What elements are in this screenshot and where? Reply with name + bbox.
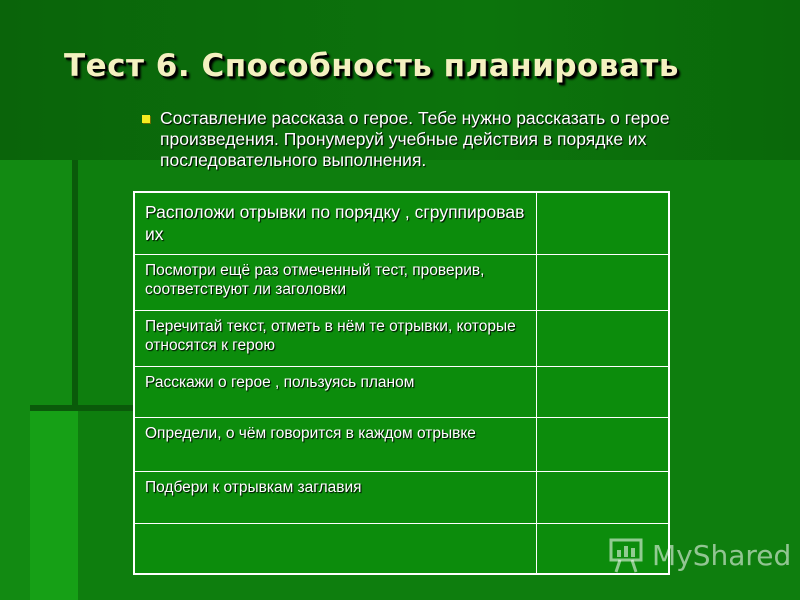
bullet-icon	[140, 111, 156, 127]
order-number-cell[interactable]	[536, 366, 669, 417]
order-number-cell[interactable]	[536, 254, 669, 310]
order-number-cell[interactable]	[536, 417, 669, 471]
step-cell: Перечитай текст, отметь в нём те отрывки, которые относятся к герою	[134, 310, 536, 366]
step-cell: Определи, о чём говорится в каждом отрывке	[134, 417, 536, 471]
watermark-text: MyShared	[652, 539, 792, 572]
task-description: Составление рассказа о герое. Тебе нужно рассказать о герое произведения. Пронумеруй учебные действия в порядке их последовательного выполнения.	[160, 108, 670, 170]
table-row	[134, 254, 669, 310]
table-row	[134, 310, 669, 366]
step-cell: Расскажи о герое , пользуясь планом	[134, 366, 536, 417]
step-cell: Расположи отрывки по порядку , сгруппировав их	[134, 192, 536, 254]
table-row	[134, 366, 669, 417]
presentation-board-icon	[608, 536, 648, 576]
order-number-cell[interactable]	[536, 192, 669, 254]
step-cell: Подбери к отрывкам заглавия	[134, 471, 536, 523]
order-number-cell[interactable]	[536, 471, 669, 523]
order-number-cell[interactable]	[536, 310, 669, 366]
watermark-logo	[606, 536, 792, 576]
background-divider-vertical	[72, 160, 78, 405]
table-row	[134, 192, 669, 254]
slide-title: Тест 6. Способность планировать	[64, 48, 679, 84]
step-cell: Посмотри ещё раз отмеченный тест, проверив, соответствуют ли заголовки	[134, 254, 536, 310]
step-cell	[134, 523, 536, 574]
table-row	[134, 471, 669, 523]
steps-table	[133, 191, 670, 575]
table-row	[134, 523, 669, 574]
table-row	[134, 417, 669, 471]
background-left-block	[30, 405, 78, 600]
